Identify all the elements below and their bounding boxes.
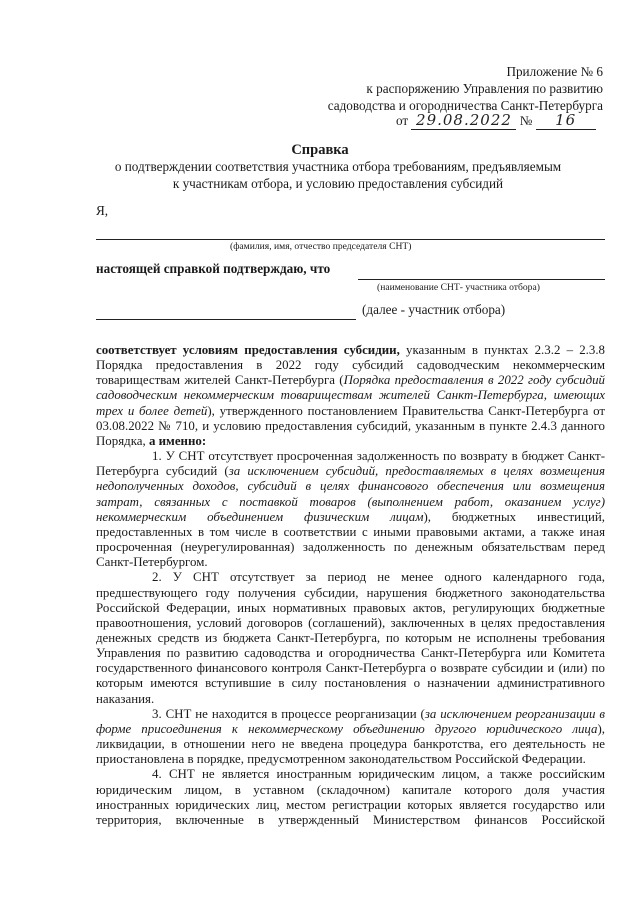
number-handwritten: 16 — [555, 111, 577, 129]
conformity-text2: ), утвержденного постановлением Правительства Санкт-Петербурга от 03.08.2022 № 710, и условию предоставления субсидий, указанным в пункте 2.4.3 данного Порядка, — [96, 403, 605, 448]
appendix-label: Приложение № 6 — [506, 64, 603, 79]
item-3-italic: за исключением реорганизации в форме присоединения к некоммерческому объединению другого юридического лица — [96, 706, 605, 736]
paragraph-conformity — [96, 343, 605, 449]
item-3-text1: 3. СНТ не находится в процессе реорганизации ( — [152, 706, 425, 721]
item-3-text2: ), ликвидации, в отношении него не введена процедура банкротства, его деятельность не приостановлена в порядке, предусмотренном законодательством Российской Федерации. — [96, 721, 605, 767]
date-prefix: от — [396, 113, 409, 128]
item-1-text1: 1. У СНТ отсутствует просроченная задолженность по возврату в бюджет Санкт-Петербурга субсидий ( — [96, 449, 605, 479]
item-1 — [96, 449, 605, 570]
conformity-italic: Порядка предоставления в 2022 году субсидий садоводческим некоммерческим товариществам жителей Санкт-Петербурга, имеющих трех и более детей — [96, 373, 606, 418]
conformity-bold-end: а именно: — [148, 433, 207, 448]
item-2-text: 2. У СНТ отсутствует за период не менее одного календарного года, предшествующего году получения субсидии, нарушения бюджетного законодательства Российской Федерации, иных нормативных правовых актов, регулирующих бюджетные правоотношения, условий договоров (соглашений), заключенных в целях предоставления денежных средств из бюджета Санкт-Петербурга, по которым не исполнены требования Управления по развитию садоводства и огородничества Санкт-Петербурга или Комитета государственного финансового контроля Санкт-Петербурга о возврате субсидии и (или) по которым имеются вступившие в силу постановления о назначении административного наказания. — [96, 570, 605, 706]
conformity-bold-start: соответствует условиям предоставления субсидии, — [96, 343, 400, 357]
ya-label: Я, — [96, 203, 109, 218]
snt-continuation-line — [96, 319, 356, 320]
item-2 — [96, 570, 605, 706]
document-body — [96, 343, 605, 828]
date-field — [411, 112, 516, 130]
item-3 — [96, 707, 605, 768]
item-1-italic: за исключением субсидий, предоставляемых в целях возмещения недополученных доходов, субсидий в целях финансового обеспечения или возмещения затрат, связанных с поставкой товаров (выполнением работ, оказанием услуг) некоммерческим объединением физическим лицам — [96, 464, 605, 524]
document-title: Справка — [291, 142, 349, 158]
appendix-date-row — [396, 112, 603, 132]
snt-name-line — [358, 279, 605, 280]
appendix-department-line: садоводства и огородничества Санкт-Петербурга — [327, 98, 603, 113]
fio-caption: (фамилия, имя, отчество председателя СНТ) — [230, 241, 412, 252]
document-subtitle-line1: о подтверждении соответствия участника отбора требованиям, предъявляемым — [114, 159, 562, 174]
number-field — [536, 112, 596, 130]
fio-line — [96, 239, 605, 240]
item-4-text: 4. СНТ не является иностранным юридическим лицом, а также российским юридическим лицом, в уставном (складочном) капитале которого доля участия иностранных юридических лиц, местом регистрации которых является государство или территория, включенные в утвержденный Министерством финансов Российской — [96, 767, 605, 827]
snt-caption: (наименование СНТ- участника отбора) — [377, 282, 540, 293]
number-prefix: № — [519, 113, 533, 128]
date-handwritten: 29.08.2022 — [416, 111, 512, 129]
document-subtitle-line2: к участникам отбора, и условию предоставления субсидий — [172, 176, 504, 191]
participant-note: (далее - участник отбора) — [362, 302, 506, 317]
confirm-text: настоящей справкой подтверждаю, что — [96, 261, 331, 276]
item-4 — [96, 767, 605, 828]
conformity-text1: указанным в пунктах 2.3.2 – 2.3.8 Порядка предоставления в 2022 году субсидий садоводческим некоммерческим товариществам жителей Санкт-Петербурга ( — [96, 343, 605, 388]
appendix-order-line: к распоряжению Управления по развитию — [366, 81, 603, 96]
item-1-text2: ), бюджетных инвестиций, предоставленных в том числе в соответствии с иными правовыми актами, а также иная просроченная (неурегулированная) задолженность по денежным обязательствам перед Санкт-Петербургом. — [96, 509, 605, 570]
